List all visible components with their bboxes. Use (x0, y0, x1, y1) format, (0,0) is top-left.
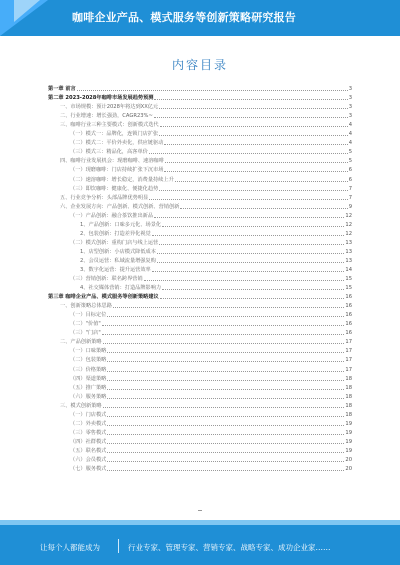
toc-entry[interactable] (48, 93, 352, 102)
toc-leader-dots (175, 181, 348, 182)
toc-entry-label: 第三章 咖啡企业产品、模式服务等创新策略建议 (48, 294, 159, 301)
toc-heading: 内容目录 (171, 58, 228, 72)
toc-entry-label: 三、模式创新策略 (60, 402, 102, 409)
toc-leader-dots (103, 343, 345, 344)
toc-entry[interactable] (48, 165, 352, 174)
toc-entry-label: 一、市场规模：预计2028年将达到XX亿元 (60, 104, 159, 111)
toc-entry-label: （七）服务模式 (70, 466, 107, 473)
toc-leader-dots (165, 162, 348, 163)
toc-entry-page: 4 (348, 122, 352, 129)
toc-leader-dots (154, 117, 348, 118)
toc-entry-page: 9 (348, 203, 352, 210)
page-number-dash (198, 510, 202, 511)
toc-entry-label: （一）口味策略 (70, 348, 107, 355)
toc-entry[interactable] (48, 301, 352, 310)
toc-entry[interactable] (48, 274, 352, 283)
toc-entry[interactable] (48, 328, 352, 337)
toc-leader-dots (113, 307, 345, 308)
toc-entry-page: 16 (345, 303, 352, 310)
toc-entry-page: 18 (345, 411, 352, 418)
toc-leader-dots (154, 217, 344, 218)
toc-leader-dots (180, 208, 347, 209)
toc-entry-label: （一）现磨咖啡：门店持续扩张下沉市场 (70, 167, 164, 174)
toc-leader-dots (107, 434, 344, 435)
toc-entry-label: 四、咖啡行业发展机会：现磨咖啡、速溶咖啡 (60, 158, 164, 165)
toc-entry-label: （一）模式一：品牌化，连锁门店扩张 (70, 131, 159, 138)
table-of-contents (48, 84, 352, 473)
toc-entry[interactable] (48, 419, 352, 428)
toc-entry[interactable] (48, 120, 352, 129)
toc-leader-dots (159, 108, 348, 109)
toc-entry-page: 12 (345, 212, 352, 219)
toc-entry[interactable] (48, 346, 352, 355)
toc-leader-dots (157, 253, 344, 254)
toc-leader-dots (164, 171, 347, 172)
toc-entry-label: （二）模式二：平价外卖化，供应链驱动 (70, 140, 164, 147)
toc-entry[interactable] (48, 220, 352, 229)
toc-entry-label: 2、包装创新：打造差异化视觉 (80, 230, 151, 237)
toc-leader-dots (107, 398, 344, 399)
toc-leader-dots (107, 416, 344, 417)
toc-entry-page: 15 (345, 276, 352, 283)
toc-leader-dots (144, 280, 345, 281)
toc-entry[interactable] (48, 455, 352, 464)
toc-entry-page: 14 (345, 266, 352, 273)
toc-entry-page: 3 (348, 113, 352, 120)
footer-stripe (0, 520, 400, 525)
toc-entry-label: （三）即饮咖啡：健康化、便捷化趋势 (70, 185, 159, 192)
toc-entry-page: 7 (348, 194, 352, 201)
toc-entry-page: 18 (345, 375, 352, 382)
toc-entry[interactable] (48, 283, 352, 292)
toc-entry-page: 16 (345, 294, 352, 301)
toc-entry-label: 4、社交媒体营销：打造品牌影响力 (80, 285, 162, 292)
toc-entry-page: 12 (345, 221, 352, 228)
toc-leader-dots (164, 144, 347, 145)
toc-entry[interactable] (48, 211, 352, 220)
toc-entry-label: （六）服务策略 (70, 393, 107, 400)
page-header (0, 0, 400, 36)
toc-entry-label: （五）推广策略 (70, 384, 107, 391)
toc-entry-page: 19 (345, 420, 352, 427)
toc-entry-page: 4 (348, 131, 352, 138)
toc-entry[interactable] (48, 364, 352, 373)
toc-leader-dots (160, 126, 348, 127)
toc-entry-page: 4 (348, 140, 352, 147)
toc-entry-page: 13 (345, 239, 352, 246)
toc-leader-dots (162, 289, 344, 290)
toc-entry-page: 13 (345, 248, 352, 255)
toc-entry-label: 第二章 2023-2028年咖啡市场发展趋势预测 (48, 95, 154, 102)
toc-entry-page: 5 (348, 149, 352, 156)
toc-leader-dots (107, 461, 344, 462)
toc-entry-page: 19 (345, 447, 352, 454)
toc-leader-dots (152, 271, 345, 272)
toc-entry-page: 15 (345, 285, 352, 292)
toc-leader-dots (107, 452, 344, 453)
toc-leader-dots (107, 371, 344, 372)
toc-entry[interactable] (48, 337, 352, 346)
toc-entry-label: （三）"门店" (70, 330, 101, 337)
toc-entry[interactable] (48, 292, 352, 301)
toc-leader-dots (162, 226, 344, 227)
toc-entry[interactable] (48, 156, 352, 165)
toc-leader-dots (107, 316, 344, 317)
toc-entry-page: 17 (345, 339, 352, 346)
toc-entry-page: 16 (345, 312, 352, 319)
toc-entry-page: 18 (345, 393, 352, 400)
toc-entry-page: 17 (345, 348, 352, 355)
toc-entry[interactable] (48, 174, 352, 183)
toc-leader-dots (107, 443, 344, 444)
toc-entry-page: 18 (345, 402, 352, 409)
toc-leader-dots (159, 190, 347, 191)
toc-entry-label: （一）目标定位 (70, 312, 107, 319)
toc-entry-label: 二、产品创新策略 (60, 339, 102, 346)
toc-entry-page: 3 (348, 86, 352, 93)
toc-entry-page: 17 (345, 357, 352, 364)
toc-entry[interactable] (48, 238, 352, 247)
toc-leader-dots (149, 199, 347, 200)
toc-entry[interactable] (48, 147, 352, 156)
toc-entry[interactable] (48, 310, 352, 319)
toc-entry[interactable] (48, 410, 352, 419)
toc-entry[interactable] (48, 446, 352, 455)
toc-entry-page: 19 (345, 429, 352, 436)
toc-entry[interactable] (48, 138, 352, 147)
toc-leader-dots (152, 235, 345, 236)
toc-entry[interactable] (48, 437, 352, 446)
toc-entry-label: 第一章 前言 (48, 86, 76, 93)
toc-entry-label: （二）"价值" (70, 321, 101, 328)
toc-entry[interactable] (48, 374, 352, 383)
toc-entry-page: 16 (345, 330, 352, 337)
toc-entry-page: 20 (345, 466, 352, 473)
footer-slogan-left: 让每个人都能成为 (40, 543, 100, 552)
header-corner-highlight (14, 0, 40, 22)
toc-entry-label: （二）包装策略 (70, 357, 107, 364)
toc-entry-label: 1、产品创新：口味多元化、场景化 (80, 221, 162, 228)
toc-entry[interactable] (48, 392, 352, 401)
toc-entry[interactable] (48, 256, 352, 265)
toc-entry[interactable] (48, 129, 352, 138)
toc-entry-page: 17 (345, 366, 352, 373)
toc-entry[interactable] (48, 401, 352, 410)
toc-entry-label: （一）门店模式 (70, 411, 107, 418)
toc-entry-label: 二、行业增速：增长强劲，CAGR23%~ (60, 113, 153, 120)
toc-entry[interactable] (48, 202, 352, 211)
toc-entry-page: 12 (345, 230, 352, 237)
toc-entry-page: 18 (345, 384, 352, 391)
toc-leader-dots (107, 352, 344, 353)
toc-entry-label: （二）速溶咖啡：增长稳定，消费量持续上升 (70, 176, 174, 183)
toc-entry[interactable] (48, 383, 352, 392)
toc-entry-label: （二）外卖模式 (70, 420, 107, 427)
toc-leader-dots (107, 425, 344, 426)
toc-leader-dots (102, 334, 345, 335)
toc-leader-dots (159, 135, 347, 136)
footer-separator (118, 539, 119, 553)
toc-entry[interactable] (48, 229, 352, 238)
toc-entry-page: 6 (348, 176, 352, 183)
report-title: 咖啡企业产品、模式服务等创新策略研究报告 (72, 11, 296, 24)
toc-entry-label: （四）渠道策略 (70, 375, 107, 382)
footer-slogan-right: 行业专家、管理专家、营销专家、战略专家、成功企业家…… (128, 543, 331, 552)
toc-entry-page: 7 (348, 185, 352, 192)
toc-entry[interactable] (48, 265, 352, 274)
toc-entry-label: 3、数字化运营：提升运营效率 (80, 266, 151, 273)
page-footer (0, 520, 400, 565)
toc-leader-dots (107, 389, 344, 390)
toc-leader-dots (107, 361, 344, 362)
toc-entry[interactable] (48, 102, 352, 111)
toc-entry-label: （六）会员模式 (70, 456, 107, 463)
toc-leader-dots (154, 99, 347, 100)
toc-entry-label: 2、会员运营：私域流量增强复购 (80, 257, 156, 264)
toc-leader-dots (102, 325, 345, 326)
toc-entry-label: 一、创新策略总体思路 (60, 303, 112, 310)
toc-entry-label: 五、行业竞争分析：头部品牌优势明显 (60, 194, 149, 201)
toc-entry-page: 3 (348, 95, 352, 102)
toc-entry-label: （三）价格策略 (70, 366, 107, 373)
toc-entry-label: （三）零售模式 (70, 429, 107, 436)
toc-entry[interactable] (48, 84, 352, 93)
toc-entry-label: 六、企业发展方向：产品创新、模式创新、营销创新 (60, 203, 180, 210)
toc-entry[interactable] (48, 319, 352, 328)
toc-leader-dots (159, 244, 344, 245)
toc-entry-page: 20 (345, 456, 352, 463)
toc-entry-label: （二）模式创新：重构门店与线上运营 (70, 239, 159, 246)
toc-entry-page: 3 (348, 104, 352, 111)
toc-leader-dots (77, 90, 348, 91)
toc-entry-page: 5 (348, 158, 352, 165)
toc-entry-page: 16 (345, 321, 352, 328)
toc-entry-label: （五）联名模式 (70, 447, 107, 454)
toc-leader-dots (107, 380, 344, 381)
toc-entry[interactable] (48, 355, 352, 364)
toc-entry-label: （三）模式三：精品化，高客单价 (70, 149, 148, 156)
toc-entry[interactable] (48, 428, 352, 437)
toc-entry[interactable] (48, 464, 352, 473)
toc-leader-dots (103, 407, 345, 408)
toc-entry[interactable] (48, 247, 352, 256)
toc-leader-dots (157, 262, 344, 263)
toc-leader-dots (107, 470, 344, 471)
toc-entry[interactable] (48, 193, 352, 202)
toc-leader-dots (160, 298, 345, 299)
toc-leader-dots (149, 153, 348, 154)
toc-entry[interactable] (48, 184, 352, 193)
toc-entry-page: 13 (345, 257, 352, 264)
toc-entry-label: （一）产品创新：融合茶饮推出新品 (70, 212, 154, 219)
toc-entry[interactable] (48, 111, 352, 120)
toc-entry-label: （四）社群模式 (70, 438, 107, 445)
toc-entry-label: 三、咖啡行业三种主要模式：创新模式迭代 (60, 122, 159, 129)
toc-entry-page: 6 (348, 167, 352, 174)
toc-entry-label: （三）营销创新：联名跨界营销 (70, 276, 143, 283)
toc-entry-label: 1、店型创新：小店模式降低成本 (80, 248, 156, 255)
toc-entry-page: 19 (345, 438, 352, 445)
